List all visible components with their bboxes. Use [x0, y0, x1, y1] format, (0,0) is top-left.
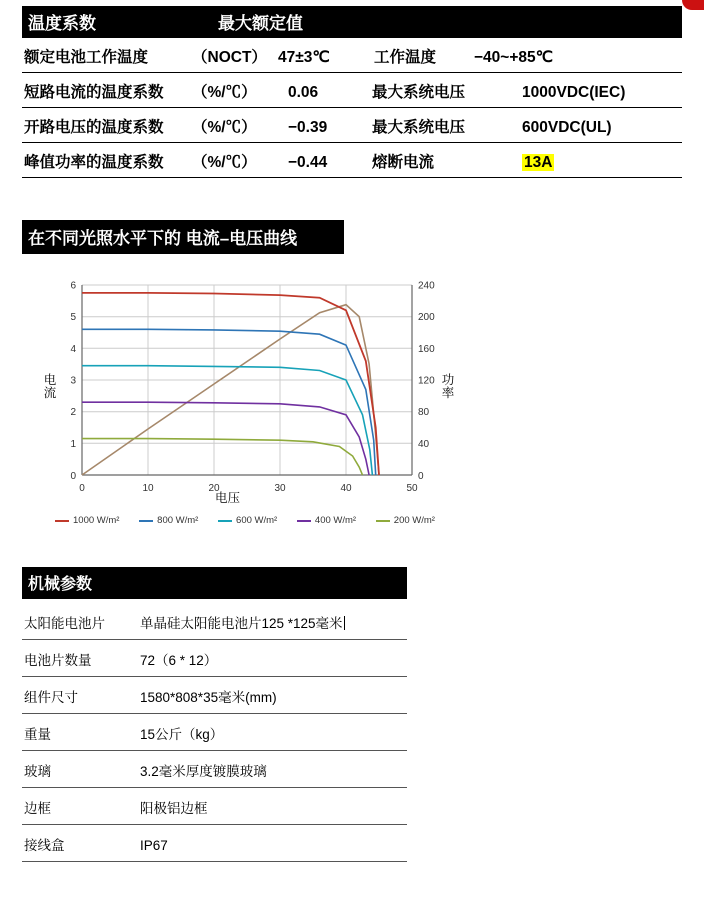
row-value	[140, 612, 405, 632]
row-value: 47±3℃	[278, 49, 330, 66]
svg-text:30: 30	[274, 483, 286, 494]
table-row	[22, 108, 682, 143]
row-unit: （NOCT）	[192, 49, 267, 66]
row-label-secondary: 最大系统电压	[372, 119, 466, 136]
legend-item	[297, 515, 356, 526]
mechanical-parameters-table	[22, 603, 407, 862]
row-value: 3.2毫米厚度镀膜玻璃	[140, 764, 267, 779]
row-value: −0.44	[288, 154, 328, 171]
chart-x-axis-label: 电压	[215, 491, 241, 505]
row-value: IP67	[140, 838, 168, 853]
table-row	[22, 677, 407, 714]
curve-200	[82, 439, 363, 475]
svg-text:80: 80	[418, 407, 430, 418]
legend-swatch-icon	[297, 520, 311, 522]
chart-section-header: 在不同光照水平下的 电流–电压曲线	[22, 220, 344, 254]
svg-text:6: 6	[70, 280, 76, 292]
page-corner-mark	[682, 0, 704, 10]
row-value: 阳极铝边框	[140, 801, 208, 816]
row-unit: （%/℃）	[192, 119, 257, 136]
table-row	[22, 143, 682, 178]
legend-item	[139, 515, 198, 526]
legend-label: 1000 W/m²	[73, 515, 120, 526]
row-unit: （%/℃）	[192, 84, 257, 101]
svg-text:0: 0	[79, 483, 85, 494]
row-label: 电池片数量	[24, 653, 92, 668]
svg-text:0: 0	[418, 471, 424, 482]
svg-text:1: 1	[70, 439, 76, 450]
row-value: 15公斤（kg）	[140, 727, 224, 742]
chart-legend	[55, 515, 435, 526]
legend-item	[376, 515, 435, 526]
curve-600	[82, 366, 372, 475]
row-value-secondary	[522, 154, 680, 172]
legend-item	[55, 515, 119, 526]
row-label: 玻璃	[24, 764, 51, 779]
svg-text:200: 200	[418, 312, 435, 323]
table-row	[22, 73, 682, 108]
svg-text:3: 3	[70, 375, 76, 387]
row-label: 短路电流的温度系数	[24, 84, 164, 101]
row-label: 开路电压的温度系数	[24, 119, 164, 136]
row-label: 接线盒	[24, 838, 65, 853]
row-value-text: 单晶硅太阳能电池片125 *125毫米	[140, 616, 343, 631]
row-value-secondary: 1000VDC(IEC)	[522, 84, 626, 101]
temperature-coefficient-section	[22, 6, 682, 178]
legend-label: 200 W/m²	[393, 515, 435, 526]
chart-y2-axis-label: 功率	[441, 373, 455, 400]
svg-text:0: 0	[70, 471, 76, 482]
legend-swatch-icon	[139, 520, 153, 522]
table-row	[22, 714, 407, 751]
svg-text:20: 20	[208, 483, 220, 494]
table-row	[22, 825, 407, 862]
table-row	[22, 751, 407, 788]
legend-swatch-icon	[376, 520, 390, 522]
row-value: 1580*808*35毫米(mm)	[140, 690, 277, 705]
table-row	[22, 640, 407, 677]
legend-item	[218, 515, 277, 526]
curve-1000	[82, 293, 379, 475]
svg-text:240: 240	[418, 280, 435, 292]
mechanical-section-header: 机械参数	[22, 567, 407, 599]
text-caret	[344, 616, 345, 630]
row-label: 边框	[24, 801, 51, 816]
table-row	[22, 603, 407, 640]
row-value-secondary: 600VDC(UL)	[522, 119, 612, 136]
row-value: 0.06	[288, 84, 319, 101]
svg-text:2: 2	[70, 407, 76, 418]
row-label-secondary: 工作温度	[374, 49, 437, 66]
legend-swatch-icon	[55, 520, 69, 522]
row-value: −0.39	[288, 119, 328, 136]
svg-text:120: 120	[418, 375, 435, 387]
legend-label: 600 W/m²	[236, 515, 278, 526]
svg-text:160: 160	[418, 344, 435, 355]
temperature-header-left: 温度系数	[28, 14, 96, 33]
legend-swatch-icon	[218, 520, 232, 522]
svg-text:10: 10	[142, 483, 154, 494]
row-label: 峰值功率的温度系数	[24, 154, 164, 171]
table-row	[22, 788, 407, 825]
row-value-secondary: −40~+85℃	[474, 49, 554, 66]
legend-label: 400 W/m²	[314, 515, 357, 526]
row-label: 太阳能电池片	[24, 616, 105, 631]
svg-text:5: 5	[70, 312, 76, 323]
svg-text:4: 4	[70, 344, 76, 355]
row-value: 72（6 * 12）	[140, 653, 218, 668]
svg-text:40: 40	[418, 439, 430, 450]
row-label: 重量	[24, 727, 51, 742]
chart-y-axis-label: 电流	[43, 373, 57, 400]
fuse-current-highlight: 13A	[524, 154, 553, 171]
temperature-header-right: 最大额定值	[218, 14, 303, 33]
row-label-secondary: 最大系统电压	[372, 84, 466, 101]
row-label: 额定电池工作温度	[24, 49, 149, 66]
legend-label: 800 W/m²	[157, 515, 199, 526]
svg-text:50: 50	[406, 483, 418, 494]
row-label: 组件尺寸	[24, 690, 78, 705]
svg-text:40: 40	[340, 483, 352, 494]
table-row	[22, 38, 682, 73]
row-unit: （%/℃）	[192, 154, 257, 171]
temperature-section-header	[22, 6, 682, 38]
row-label-secondary: 熔断电流	[372, 154, 435, 171]
